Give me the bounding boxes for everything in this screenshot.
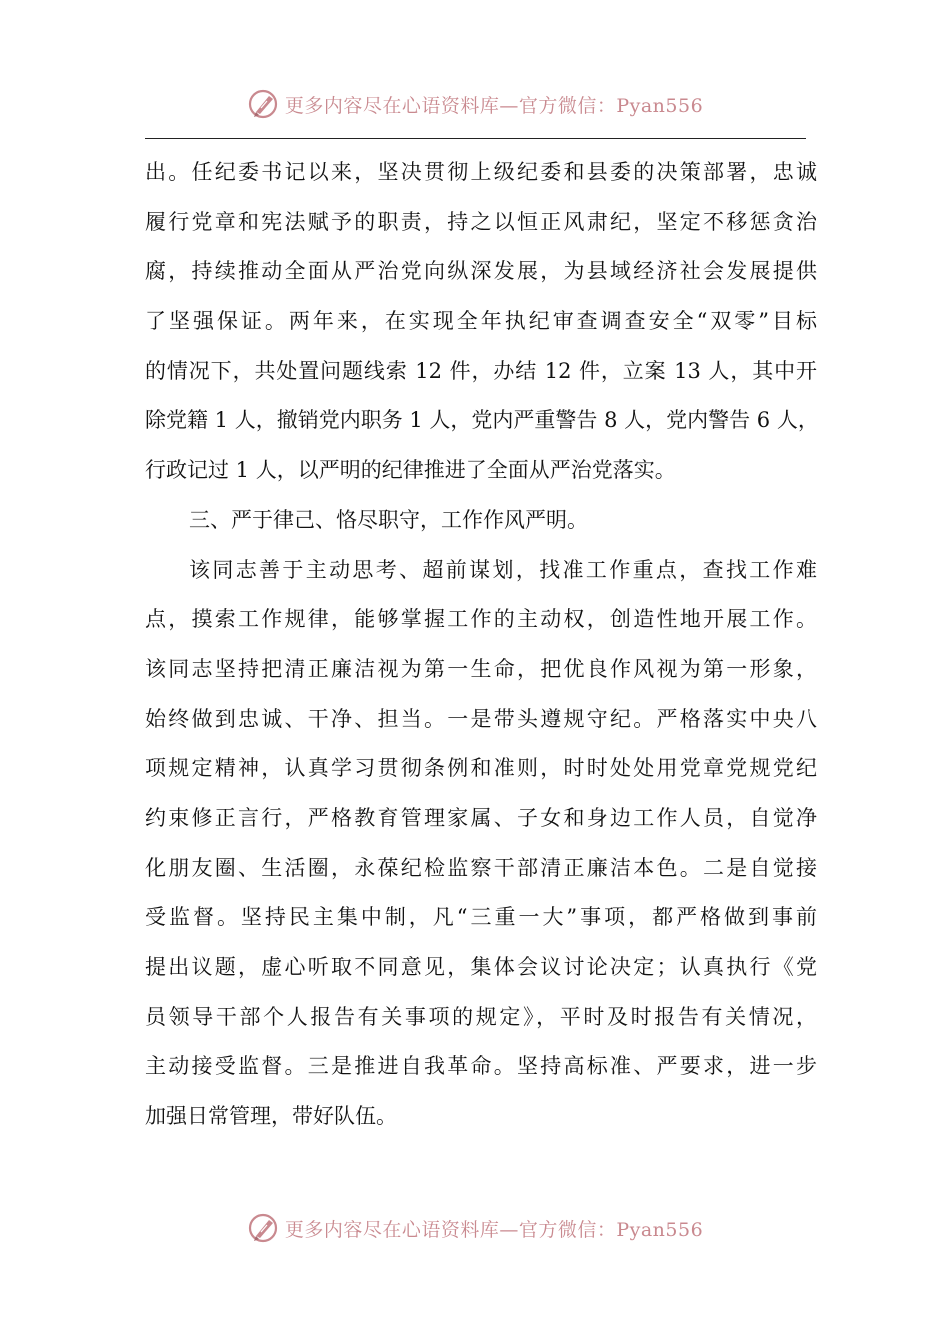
body-line: 该同志坚持把清正廉洁视为第一生命，把优良作风视为第一形象， [145, 656, 817, 681]
body-line: 化朋友圈、生活圈，永葆纪检监察干部清正廉洁本色。二是自觉接 [145, 855, 817, 880]
body-line: 提出议题，虚心听取不同意见，集体会议讨论决定；认真执行《党 [145, 955, 817, 979]
body-line: 腐，持续推动全面从严治党向纵深发展，为县域经济社会发展提供 [145, 259, 817, 284]
body-line: 约束修正言行，严格教育管理家属、子女和身边工作人员，自觉净 [145, 805, 817, 830]
body-line: 的情况下，共处置问题线索 12 件，办结 12 件，立案 13 人，其中开 [145, 358, 817, 383]
pen-nib-logo-icon [247, 87, 281, 121]
body-line: 履行党章和宪法赋予的职责，持之以恒正风肃纪，坚定不移惩贪治 [145, 209, 817, 234]
body-line: 受监督。坚持民主集中制，凡“三重一大”事项，都严格做到事前 [145, 905, 817, 930]
body-line: 员领导干部个人报告有关事项的规定》，平时及时报告有关情况， [145, 1004, 817, 1029]
header-divider [145, 138, 806, 139]
body-line: 主动接受监督。三是推进自我革命。坚持高标准、严要求，进一步 [145, 1054, 817, 1079]
header-banner-text: 更多内容尽在心语资料库—官方微信：Pyan556 [284, 94, 704, 117]
footer-banner [0, 1208, 950, 1248]
section-heading: 三、严于律己、恪尽职守，工作作风严明。 [189, 507, 588, 532]
body-line: 除党籍 1 人，撤销党内职务 1 人，党内严重警告 8 人，党内警告 6 人， [145, 408, 819, 433]
body-line: 该同志善于主动思考、超前谋划，找准工作重点，查找工作难 [189, 557, 817, 582]
footer-banner-text: 更多内容尽在心语资料库—官方微信：Pyan556 [284, 1218, 704, 1241]
body-line: 出。任纪委书记以来，坚决贯彻上级纪委和县委的决策部署，忠诚 [145, 160, 817, 184]
header-banner [0, 84, 950, 124]
body-line: 加强日常管理，带好队伍。 [145, 1104, 397, 1129]
pen-nib-logo-icon [247, 1211, 281, 1245]
body-line: 项规定精神，认真学习贯彻条例和准则，时时处处用党章党规党纪 [145, 756, 817, 781]
document-body [145, 148, 817, 1142]
body-line: 行政记过 1 人，以严明的纪律推进了全面从严治党落实。 [145, 458, 676, 483]
body-line: 始终做到忠诚、干净、担当。一是带头遵规守纪。严格落实中央八 [145, 706, 817, 731]
body-line: 了坚强保证。两年来，在实现全年执纪审查调查安全“双零”目标 [145, 309, 817, 334]
body-line: 点，摸索工作规律，能够掌握工作的主动权，创造性地开展工作。 [145, 607, 817, 632]
